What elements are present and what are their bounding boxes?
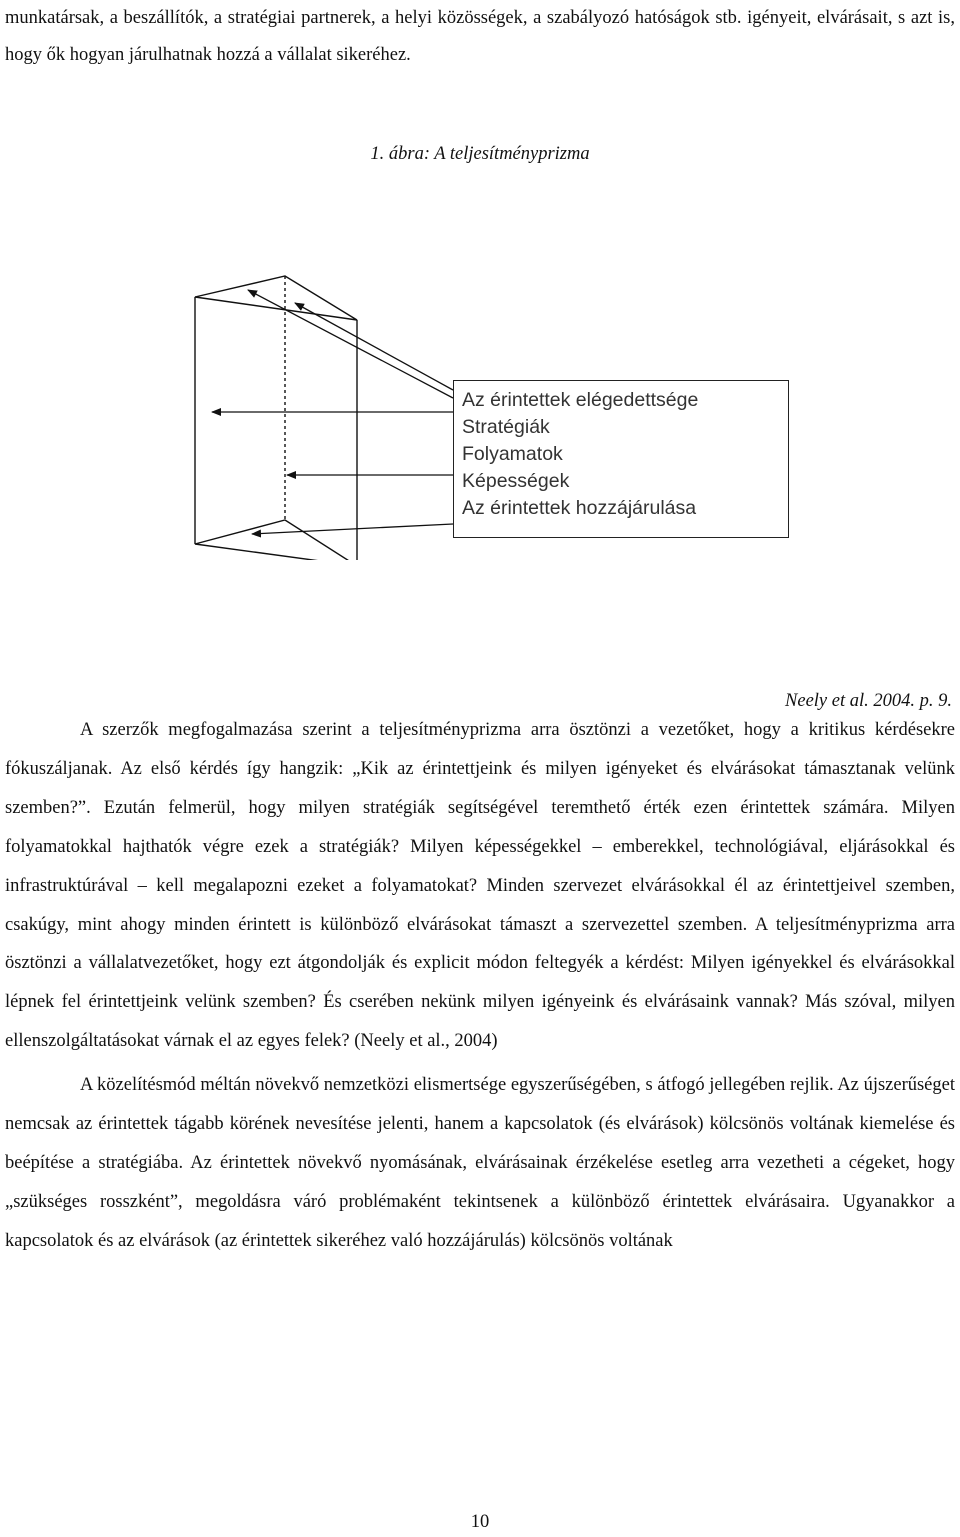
arrow-contribution: [252, 524, 453, 534]
paragraph: A közelítésmód méltán növekvő nemzetközi elismertsége egyszerűségében, s átfogó jellegében rejlik. Az újszerűséget nemcsak az érintettek tágabb körének nevesítése jelenti, hanem a kapcsolatok (és elvárások) kölcsönös voltának kiemelése és beépítése a stratégiába. Az érintettek növekvő nyomásának, elvárásainak érzékelése esetleg arra vezetheti a cégeket, hogy „szükséges rosszként”, megoldásra váró problémaként tekintsenek a különböző érintettek elvárásaira. Ugyanakkor a kapcsolatok és az elvárások (az érintettek sikeréhez való hozzájárulás) kölcsönös voltának: [5, 1075, 955, 1251]
intro-paragraph: munkatársak, a beszállítók, a stratégiai partnerek, a helyi közösségek, a szabályozó hatóságok stb. igényeit, elvárásait, s azt is, hogy ők hogyan járulhatnak hozzá a vállalat sikeréhez.: [5, 8, 955, 65]
arrow-strategies: [295, 303, 453, 390]
legend-item-strategies: Stratégiák: [462, 416, 550, 438]
body-text: [5, 711, 955, 1261]
prism-top-face: [195, 276, 357, 320]
paragraph: A szerzők megfogalmazása szerint a teljesítményprizma arra ösztönzi a vezetőket, hogy a kritikus kérdésekre fókuszáljanak. Az első kérdés így hangzik: „Kik az érintettjeink és milyen igényeket és elvárásokat támasztanak velünk szemben?”. Ezután felmerül, hogy milyen stratégiák segítségével teremthető érték ezen érintettek számára. Milyen folyamatokkal hajthatók végre ezek a stratégiák? Milyen képességekkel – emberekkel, technológiával, eljárásokkal és infrastruktúrával – kell megalapozni ezeket a folyamatokat? Minden szervezet elvárásokkal él az érintettjeivel szemben, csakúgy, mint ahogy minden érintett is különböző elvárásokat támaszt a szervezettel szemben. A teljesítményprizma arra ösztönzi a vállalatvezetőket, hogy ezt átgondolják és explicit módon feltegyék a kérdést: Milyen igényekkel és elvárásokkal lépnek fel érintettjeink velünk szemben? És cserében nekünk milyen igényeink és elvárásaink vannak? Más szóval, milyen ellenszolgáltatásokat várnak el az egyes felek? (Neely et al., 2004): [5, 720, 955, 1052]
arrow-satisfaction: [248, 290, 453, 398]
figure-caption: 1. ábra: A teljesítményprizma: [370, 144, 590, 164]
legend-item-processes: Folyamatok: [462, 443, 563, 465]
legend-item-contribution: Az érintettek hozzájárulása: [462, 497, 697, 519]
figure-source: Neely et al. 2004. p. 9.: [785, 691, 952, 711]
legend-item-capabilities: Képességek: [462, 470, 570, 492]
legend-item-satisfaction: Az érintettek elégedettsége: [462, 389, 699, 411]
prism-legend-box: [453, 380, 789, 538]
page-number: 10: [470, 1512, 490, 1532]
prism-bottom-face: [195, 520, 357, 560]
